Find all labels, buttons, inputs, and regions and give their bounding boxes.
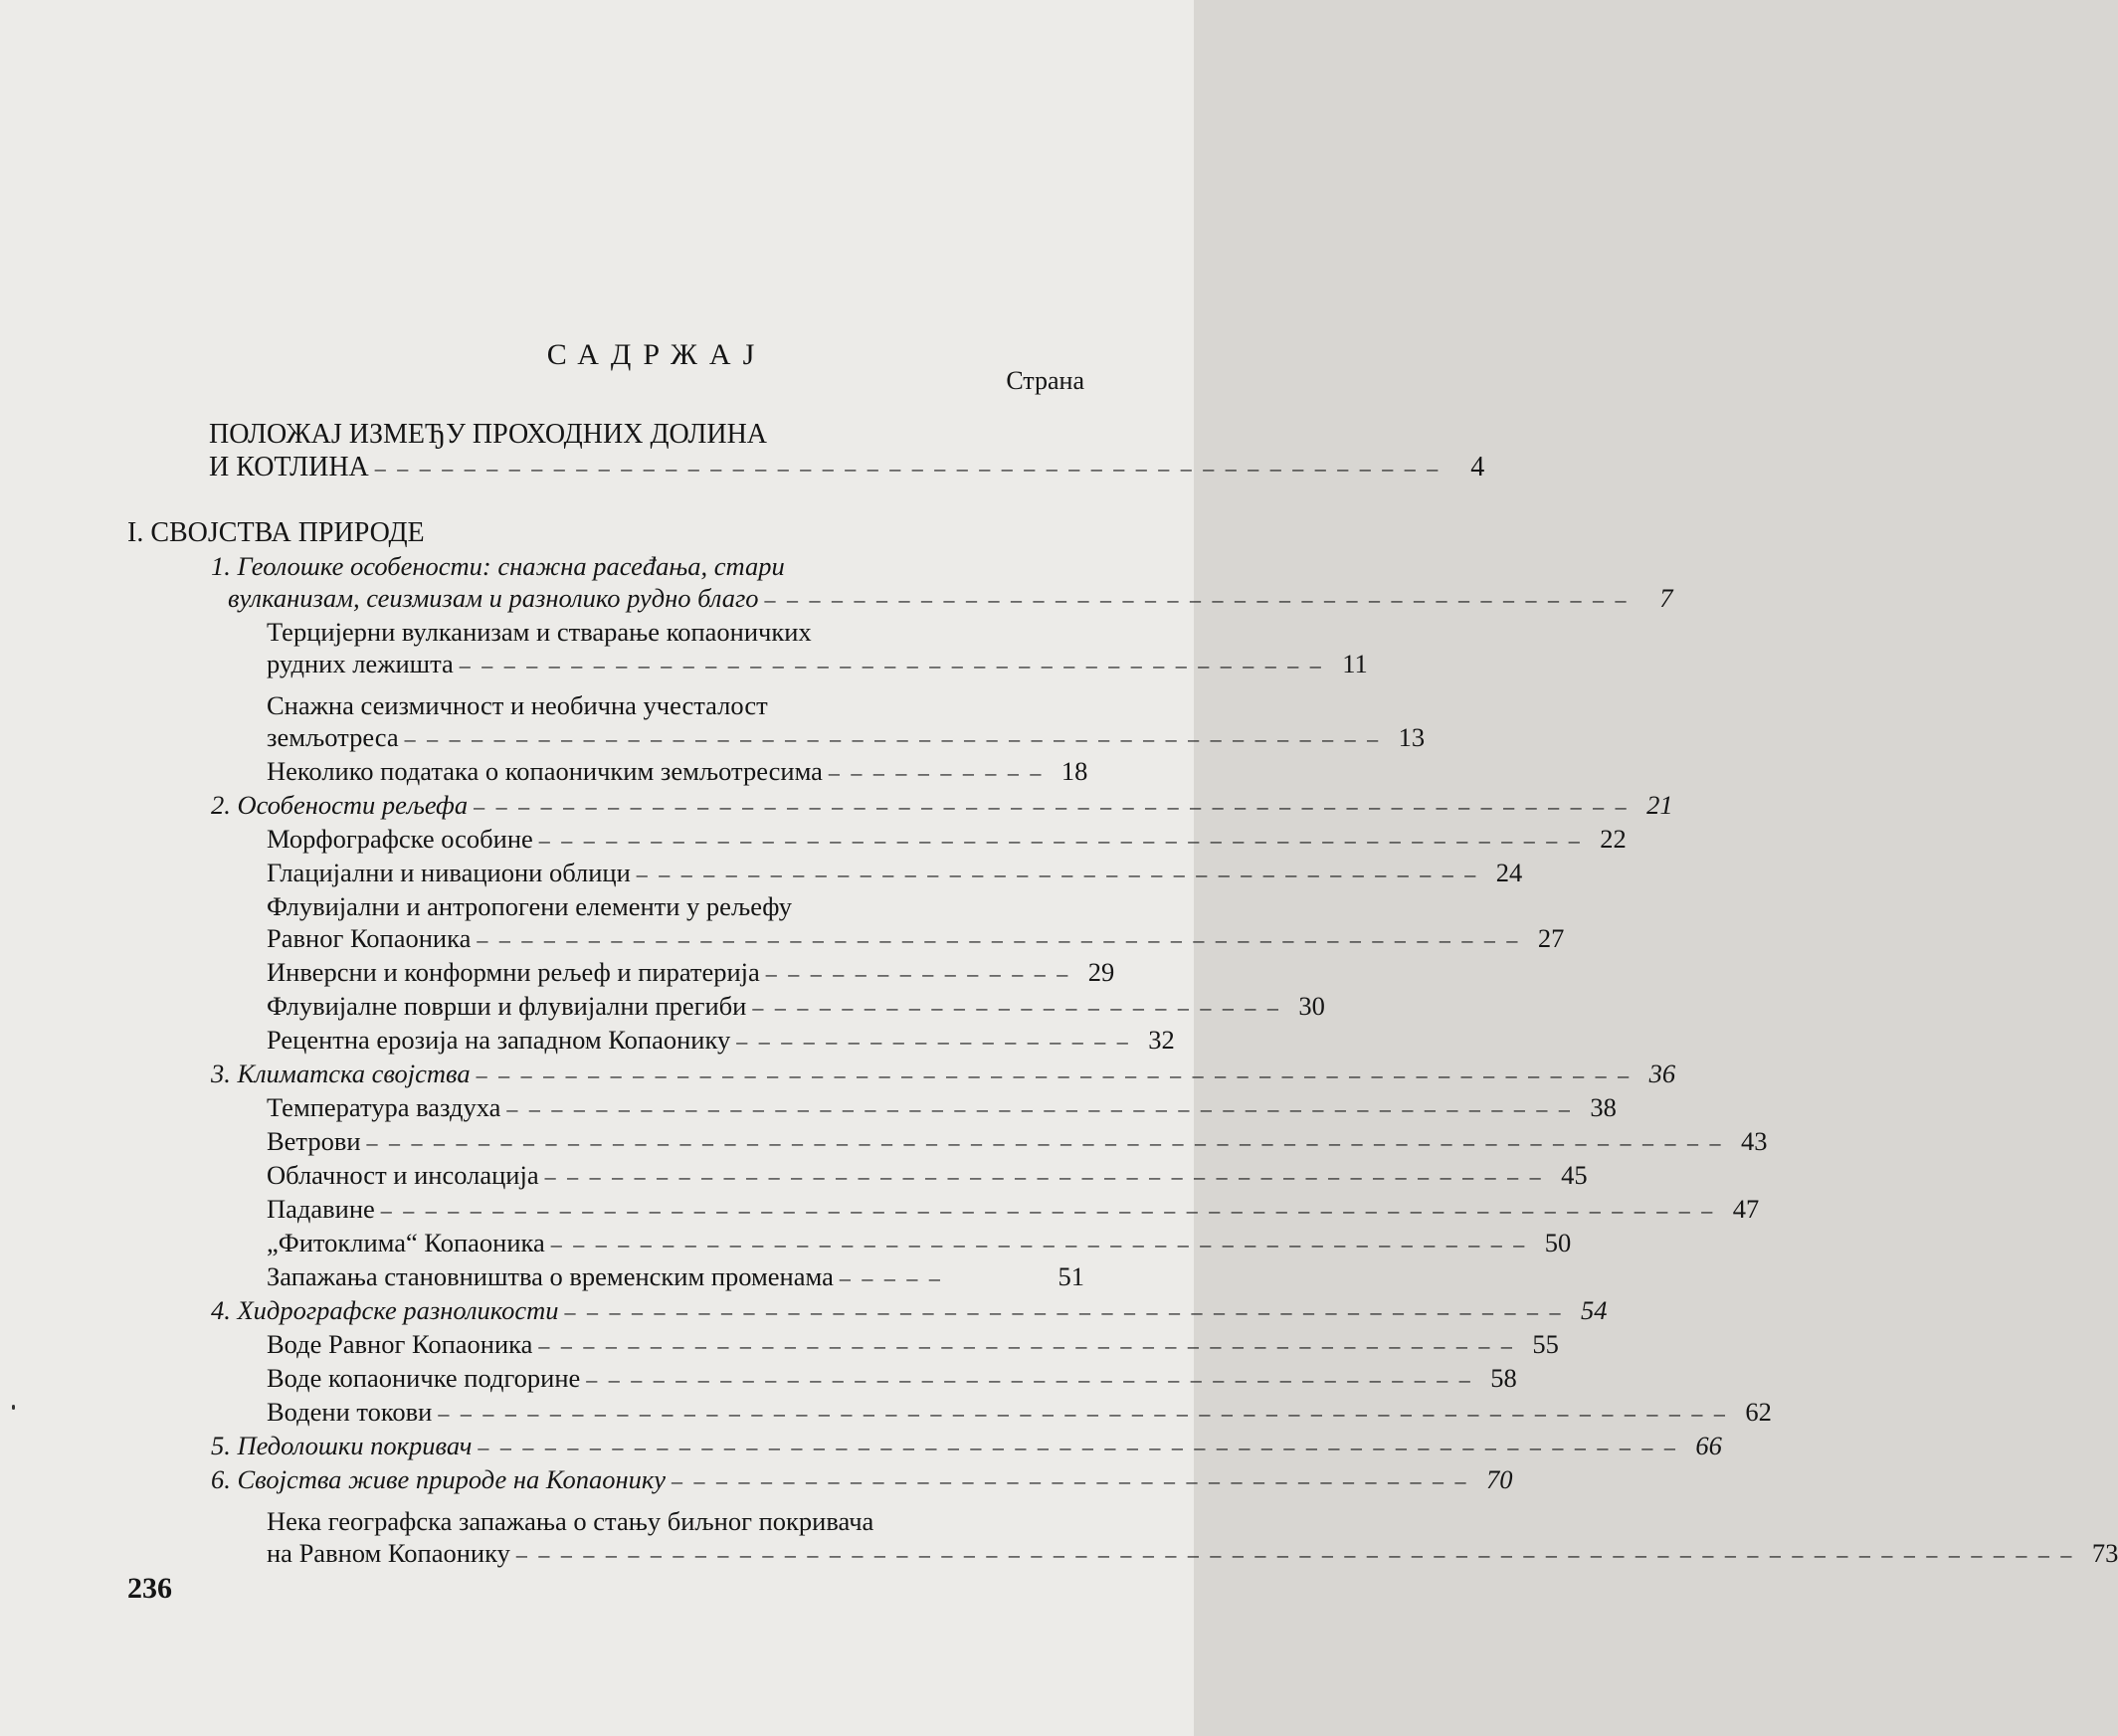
toc-page-number: 32 [1148,1025,1175,1055]
toc-page-number: 51 [1058,1261,1084,1291]
toc-page-number: 45 [1561,1160,1588,1190]
toc-entry-text: 4. Хидрографске разноликости [211,1295,559,1325]
leader-dashes: – – – – – – – – – – – – – – – – – – – – – – – – – – – – – – – – – – – – [672,1468,1469,1493]
toc-entry-text: Морфографске особине [267,824,533,854]
toc-entry-intro-line1: ПОЛОЖАЈ ИЗМЕЂУ ПРОХОДНИХ ДОЛИНА [209,419,768,450]
toc-entry-s1b-line1: Снажна сеизмичност и необична учесталост [267,690,768,720]
toc-entry-s6a [127,1537,2118,1571]
scan-speck [12,1405,15,1410]
toc-entry-s3e [127,1227,1572,1260]
toc-entry-text: Инверсни и конформни рељеф и пиратерија [267,957,760,987]
leader-dashes: – – – – – – – – – – – – – – – – – – – – – – – – – – – – – – – – – – – – – – – – – – – – – – – [538,828,1583,853]
toc-page-number: 73 [2091,1538,2118,1568]
toc-entry-s3 [127,1058,1676,1091]
toc-entry-s3a [127,1091,1617,1125]
toc-entry-s3f [127,1260,1084,1294]
toc-part-title: I. СВОЈСТВА ПРИРОДЕ [127,517,425,548]
toc-page-number: 27 [1537,923,1565,953]
toc-entry-text: Воде Равног Копаоника [267,1329,533,1359]
toc-page-number: 30 [1298,991,1325,1021]
toc-page-number: 62 [1745,1397,1772,1427]
toc-page-number: 18 [1060,756,1088,786]
leader-dashes: – – – – – – – – – – – – – – – – – – – – – – – – – – – – – – – – – – – – – – – – – – – – – – – – – – – – – – [478,1435,1678,1459]
leader-dashes: – – – – – – – – – – – – – – – – – – – – – – – – – – – – – – – – – – – – – – – – – – – – – – – – – – – – – – – – – – – – [380,1198,1716,1223]
toc-entry-text: „Фитоклима“ Копаоника [267,1228,545,1257]
toc-page-number: 54 [1581,1295,1608,1325]
toc-entry-s2f [127,1024,1175,1058]
toc-entry-text: Флувијалне површи и флувијални прегиби [267,991,747,1021]
leader-dashes: – – – – – – – – – – – – – – – – – – – – – – – – – – – – – – – – – – – – – – – – – – – – [538,1333,1515,1358]
toc-entry-s3b [127,1125,1768,1159]
toc-entry-text: Падавине [267,1194,375,1224]
leader-dashes: – – – – – – – – – – – – – – – – – – – – – – – – – – – – – – – – – – – – – – – [764,587,1630,612]
toc-entry-text: Облачност и инсолација [267,1160,539,1190]
leader-dashes: – – – – – – – – – – – – – – – – – – – – – – – – – – – – – – – – – – – – – – – [459,653,1324,677]
toc-page-number: 66 [1695,1431,1722,1460]
toc-page-number: 55 [1532,1329,1559,1359]
toc-entry-s1a-line1: Терцијерни вулканизам и стварање копаоничких [267,617,812,647]
toc-page-number: 50 [1544,1228,1572,1257]
toc-page-number: 58 [1490,1363,1517,1393]
toc-entry-s1-line1: 1. Геолошке особености: снажна расеđања, стари [211,551,785,581]
leader-dashes: – – – – – – – – – – – – – – – – – – – – – – – – – – – – – – – – – – – – – – – – – – – – – – – – – – – – – – – – – – [438,1401,1728,1426]
toc-entry-s3c [127,1159,1588,1193]
toc-page-number: 21 [1646,790,1673,820]
toc-entry-text: Запажања становништва о временским променама [267,1261,834,1291]
toc-entry-text: Глацијални и нивациони облици [267,858,631,887]
leader-dashes: – – – – – – – – – – – – – – – – – – – – – – – – – – – – – – – – – – – – – – – – – – – – – – – – [506,1096,1573,1121]
leader-dashes: – – – – – – – – – – [828,760,1045,785]
toc-page-number: 36 [1648,1059,1676,1088]
toc-entry-s1 [127,582,1673,616]
table-of-contents [127,418,2118,1571]
toc-entry-text: Ветрови [267,1126,361,1156]
toc-entry-s5 [127,1430,1722,1463]
toc-entry-s3d [127,1193,1760,1227]
toc-entry-s4a [127,1328,1559,1362]
leader-dashes: – – – – – – – – – – – – – – – – – – – – – – – – – – – – – – – – – – – – – – – – – – – – – – – – – – – – – – – – – – – – – [366,1130,1724,1155]
leader-dashes: – – – – – – – – – – – – – – – – – – – – – – – – – – – – – – – – – – – – – – – – – – – – – – – – [374,456,1442,481]
toc-entry-s2 [127,789,1673,823]
toc-entry-text: рудних лежишта [267,649,454,678]
toc-entry-text: И КОТЛИНА [209,452,369,482]
toc-entry-text: 6. Својства живе природе на Копаонику [211,1464,667,1494]
page-number: 236 [127,1572,172,1605]
toc-page-number: 29 [1087,957,1115,987]
leader-dashes: – – – – – – – – – – – – – – – – – – – – – – – – – – – – – – – – – – – – – – [636,862,1479,886]
leader-dashes: – – – – – – – – – – – – – – – – – – – – – – – – – – – – – – – – – – – – – – – – – – – – – – – – – – – – [474,794,1630,819]
toc-entry-text: Равног Копаоника [267,923,472,953]
leader-dashes: – – – – – – – – – – – – – – – – – – [736,1029,1131,1054]
toc-page-number: 70 [1486,1464,1513,1494]
toc-heading: САДРЖАЈ [546,338,767,371]
leader-dashes: – – – – – – – – – – – – – – – – – – – – – – – – – – – – – – – – – – – – – – – – – – – – – – – – – – – – [476,1062,1633,1087]
leader-dashes: – – – – – – – – – – – – – – – – – – – – – – – – – – – – – – – – – – – – – – – – – – – – – [544,1164,1544,1189]
toc-page-number: 24 [1495,858,1523,887]
toc-entry-s1c [127,755,1088,789]
toc-page-number: 4 [1470,452,1485,482]
page-column-label: Страна [1006,366,1084,395]
toc-entry-s2b [127,857,1523,890]
toc-entry-s1a [127,648,1368,681]
toc-page-number: 13 [1398,722,1426,752]
toc-entry-text: Воде копаоничке подгорине [267,1363,581,1393]
toc-entry-s4c [127,1396,1772,1430]
toc-entry-text: вулканизам, сеизмизам и разнолико рудно благо [228,583,759,613]
toc-page-number: 38 [1590,1092,1617,1122]
toc-entry-text: 3. Климатска својства [211,1059,471,1088]
leader-dashes: – – – – – – – – – – – – – – – – – – – – – – – – – – – – – – – – – – – – – – – – – – – – – – – – – – – – – – – – – – – – – – – – – – – – – – [515,1542,2075,1567]
toc-entry-s2d [127,956,1115,990]
toc-entry-s4 [127,1294,1608,1328]
leader-dashes: – – – – – – – – – – – – – – [765,961,1071,986]
leader-dashes: – – – – – [839,1265,943,1290]
toc-page-number: 22 [1600,824,1627,854]
toc-entry-s6a-line1: Нека географска запажања о стању биљног покривача [267,1506,874,1536]
leader-dashes: – – – – – – – – – – – – – – – – – – – – – – – – – – – – – – – – – – – – – – – – [586,1367,1473,1392]
toc-entry-text: Рецентна ерозија на западном Копаонику [267,1025,731,1055]
leader-dashes: – – – – – – – – – – – – – – – – – – – – – – – – – – – – – – – – – – – – – – – – – – – – – [564,1299,1564,1324]
toc-entry-intro [127,451,1485,484]
toc-entry-s4b [127,1362,1517,1396]
toc-entry-text: 5. Педолошки покривач [211,1431,473,1460]
toc-entry-s2a [127,823,1627,857]
leader-dashes: – – – – – – – – – – – – – – – – – – – – – – – – – – – – – – – – – – – – – – – – – – – – – – – [477,927,1521,952]
toc-page-number: 43 [1741,1126,1768,1156]
toc-page-number: 47 [1732,1194,1760,1224]
leader-dashes: – – – – – – – – – – – – – – – – – – – – – – – – [752,995,1281,1020]
toc-entry-s6 [127,1463,1513,1497]
toc-entry-s2c [127,922,1565,956]
toc-entry-text: Водени токови [267,1397,433,1427]
toc-page-number: 11 [1342,649,1368,678]
toc-entry-text: 2. Особености рељефа [211,790,469,820]
toc-page-number: 7 [1659,583,1673,613]
toc-entry-text: Температура ваздуха [267,1092,501,1122]
toc-entry-text: Неколико података о копаоничким земљотресима [267,756,823,786]
leader-dashes: – – – – – – – – – – – – – – – – – – – – – – – – – – – – – – – – – – – – – – – – – – – – [404,726,1382,751]
toc-entry-s1b [127,721,1426,755]
leader-dashes: – – – – – – – – – – – – – – – – – – – – – – – – – – – – – – – – – – – – – – – – – – – – [550,1232,1528,1256]
toc-entry-s2e [127,990,1325,1024]
toc-entry-text: на Равном Копаонику [267,1538,510,1568]
toc-entry-text: земљотреса [267,722,399,752]
toc-entry-s2c-line1: Флувијални и антропогени елементи у рељефу [267,891,793,921]
